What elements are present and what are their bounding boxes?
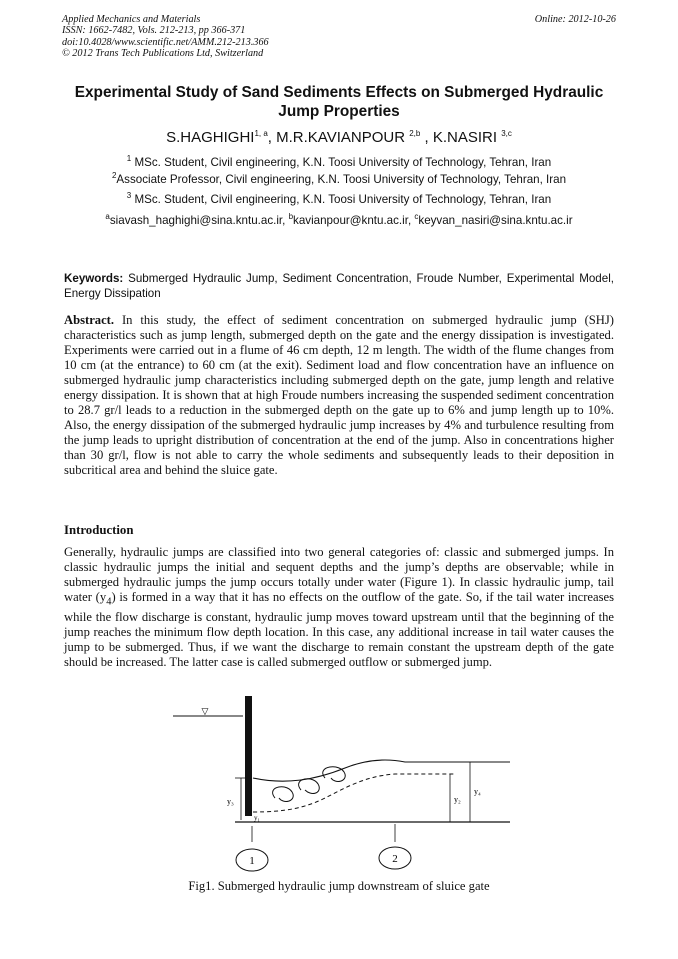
water-surface-symbol: ▽ [201,706,209,716]
affiliation-2 [60,173,618,186]
affiliation-3 [60,193,618,206]
label-y3: y₃ [227,797,234,806]
affiliation-sup: 2 [111,171,117,181]
keywords [64,271,614,301]
label-y1: y₁ [254,814,260,822]
paper-title: Experimental Study of Sand Sediments Effects on Submerged Hydraulic Jump Properties [74,84,604,120]
keywords-label: Keywords: [64,272,124,285]
journal-name: Applied Mechanics and Materials [62,14,201,25]
author-sup: 3,c [501,129,512,138]
affiliation-text: MSc. Student, Civil engineering, K.N. Toosi University of Technology, Tehran, Iran [134,193,552,206]
figure-1-diagram [165,690,525,875]
intro-sub: 4 [106,596,112,608]
label-y2: y₂ [454,795,461,804]
roller-arrow-1 [273,787,294,802]
affiliation-sup: 3 [126,191,132,201]
author-name: M.R.KAVIANPOUR [276,129,406,146]
figure-caption: Fig1. Submerged hydraulic jump downstream of sluice gate [188,879,490,893]
author-list: S.HAGHIGHI$^{1, a}$, M.R.KAVIANPOUR $^{2,b}$ , K.NASIRI $^{3,c}$ [166,129,512,146]
section-2-label: 2 [392,853,398,865]
abstract-label: Abstract. [64,313,115,327]
email-sup: c [414,212,419,222]
affiliation-1 [60,156,618,169]
email-a: siavash_haghighi@sina.kntu.ac.ir [109,214,283,227]
email-c: keyvan_nasiri@sina.kntu.ac.ir [418,214,573,227]
abstract [64,313,614,478]
author-name: K.NASIRI [432,129,498,146]
jet-boundary [253,774,455,812]
email-sup: a [105,212,110,222]
copyright: © 2012 Trans Tech Publications Ltd, Switzerland [62,48,264,60]
email-b: kavianpour@kntu.ac.ir [293,214,408,227]
email-sup: b [288,212,294,222]
introduction-text [64,545,614,670]
intro-text-part1: Generally, hydraulic jumps are classified into two general categories of: classic and submerged jumps. In classic hydraulic jumps the initial and sequent depths and the jump’s depths are observable; while in submerged hydraulic jumps the jump occurs totally under water (Figure 1). In classic hydraulic jump, tail water (y [64,545,614,604]
author-sup: 1, a [254,129,268,138]
doi: doi:10.4028/www.scientific.net/AMM.212-213.366 [62,36,269,48]
affiliation-text: MSc. Student, Civil engineering, K.N. Toosi University of Technology, Tehran, Iran [134,156,552,169]
online-date: Online: 2012-10-26 [534,14,616,25]
tail-water-surface [253,760,510,781]
label-y4: y₄ [474,787,481,796]
roller-arrow-2 [299,779,320,794]
sluice-gate [245,696,252,816]
abstract-text: In this study, the effect of sediment concentration on submerged hydraulic jump (SHJ) characteristics such as jump length, submerged depth on the gate and the energy dissipation is investigated. Experiments were carried out in a flume of 46 cm depth, 12 m length. The width of the flume changes from 10 cm (at the entrance) to 60 cm (at the exit). Sediment load and flow concentration have an influence on submerged hydraulic jump characteristics including submerged depth on the gate, jump length and relative energy dissipation. It is shown that at high Froude numbers increasing the suspended sediment concentration to 28.7 gr/l leads to a reduction in the submerged depth on the gate up to 6% and jump length up to 10%. Also, the energy dissipation of the submerged hydraulic jump increases by 4% and turbulence resulting from the jump leads to upright distribution of concentration at the end of the jump. Also in concentrations higher than 30 gr/l, flow is not able to carry the whole sediments and subsequently leads to their deposition in subcritical area and behind the sluice gate. [64,313,614,477]
author-name: S.HAGHIGHI [166,129,255,146]
email-line: $^a$siavash_haghighi@sina.kntu.ac.ir, $^b$kavianpour@kntu.ac.ir, $^c$keyvan_nasiri@sina.kntu.ac.ir [105,212,573,227]
affiliation-text: Associate Professor, Civil engineering, K.N. Toosi University of Technology, Tehran, Iran [116,173,567,186]
issn: ISSN: 1662-7482, Vols. 212-213, pp 366-371 [62,25,246,37]
section-1-label: 1 [249,855,255,867]
author-sup: 2,b [409,129,421,138]
keywords-text: Submerged Hydraulic Jump, Sediment Concentration, Froude Number, Experimental Model, Energy Dissipation [64,272,614,300]
affiliation-sup: 1 [126,154,132,164]
introduction-heading: Introduction [64,523,134,537]
journal-header [62,14,616,60]
intro-text-part2: ) is formed in a way that it has no effects on the outflow of the gate. So, if the tail water increases while the flow discharge is constant, hydraulic jump moves toward upstream until that the beginning of the jump reaches the minimum flow depth location. In this case, any additional increase in tail water causes the jump to be submerged. Thus, if we want the discharge to remain constant the upstream depth of the gate should be increased. The latter case is called submerged outflow or submerged jump. [64,590,615,669]
